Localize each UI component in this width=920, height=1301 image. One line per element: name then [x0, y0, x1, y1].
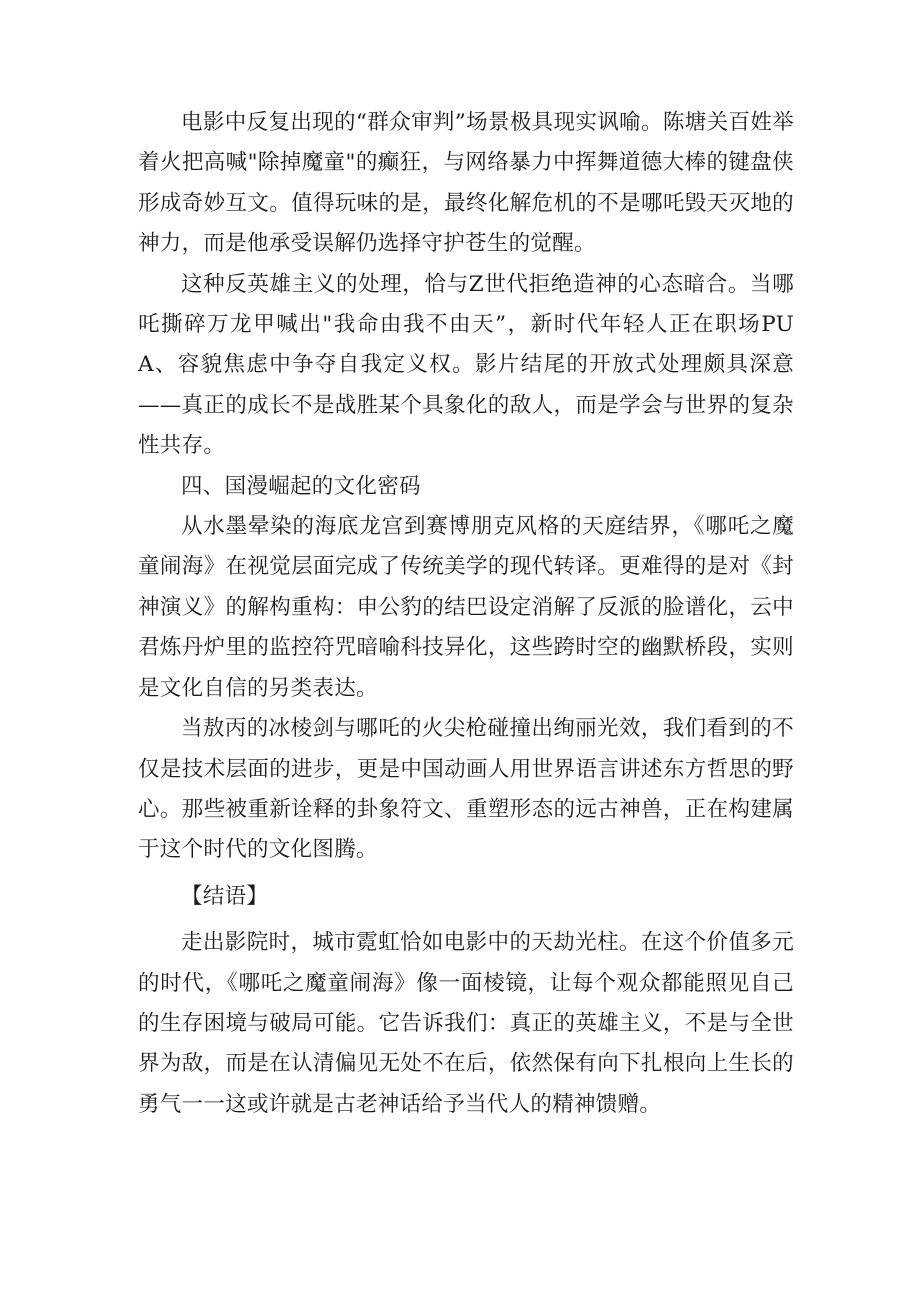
body-paragraph: 电影中反复出现的“群众审判”场景极具现实讽喻。陈塘关百姓举着火把高喊"除掉魔童"的癫狂，与网络暴力中挥舞道德大棒的键盘侠形成奇妙互文。值得玩味的是，最终化解危机的不是哪吒毁天灭地的神力，而是他承受误解仍选择守护苍生的觉醒。: [138, 110, 794, 257]
section-heading: 四、国漫崛起的文化密码: [181, 473, 421, 499]
body-paragraph: 从水墨晕染的海底龙宫到赛博朋克风格的天庭结界，《哪吒之魔童闹海》在视觉层面完成了传统美学的现代转译。更难得的是对《封神演义》的解构重构：申公豹的结巴设定消解了反派的脸谱化，云中君炼丹炉里的监控符咒暗喻科技异化，这些跨时空的幽默桥段，实则是文化自信的另类表达。: [138, 514, 794, 701]
body-paragraph: 这种反英雄主义的处理，恰与Z世代拒绝造神的心态暗合。当哪吒撕碎万龙甲喊出"我命由我不由天”，新时代年轻人正在职场PUA、容貌焦虑中争夺自我定义权。影片结尾的开放式处理颇具深意——真正的成长不是战胜某个具象化的敌人，而是学会与世界的复杂性共存。: [138, 271, 794, 459]
body-paragraph: 当敖丙的冰棱剑与哪吒的火尖枪碰撞出绚丽光效，我们看到的不仅是技术层面的进步，更是中国动画人用世界语言讲述东方哲思的野心。那些被重新诠释的卦象符文、重塑形态的远古神兽，正在构建属于这个时代的文化图腾。: [138, 716, 794, 863]
conclusion-heading: 【结语】: [181, 883, 269, 909]
document-page: [138, 103, 794, 1125]
conclusion-paragraph: 走出影院时，城市霓虹恰如电影中的天劫光柱。在这个价值多元的时代，《哪吒之魔童闹海》像一面棱镜，让每个观众都能照见自己的生存困境与破局可能。它告诉我们：真正的英雄主义，不是与全世界为敌，而是在认清偏见无处不在后，依然保有向下扎根向上生长的勇气一一这或许就是古老神话给予当代人的精神馈赠。: [138, 930, 794, 1117]
